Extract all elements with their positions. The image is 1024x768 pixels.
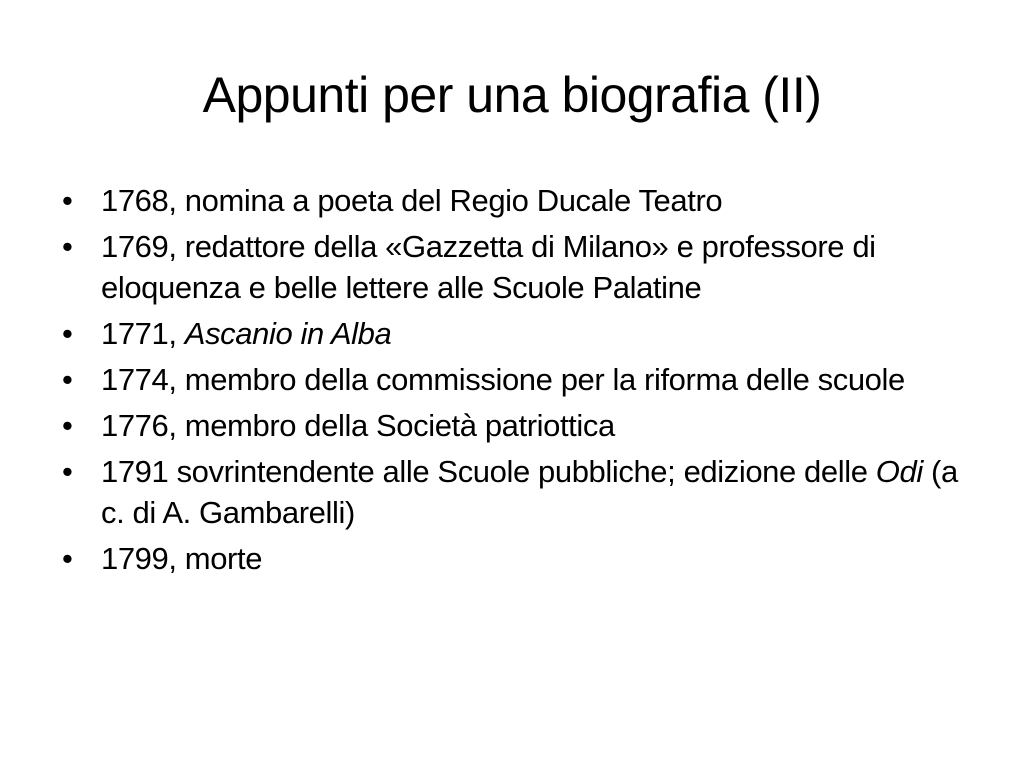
bullet-icon: •	[62, 408, 73, 443]
bullet-icon: •	[62, 316, 73, 351]
bullet-item-1776	[57, 405, 977, 446]
bullet-text-suffix: (a c. di A. Gambarelli)	[101, 454, 958, 530]
bullet-text: 1774, membro della commissione per la riforma delle scuole	[101, 362, 905, 397]
bullet-icon: •	[62, 541, 73, 576]
bullet-text: 1799, morte	[101, 541, 263, 576]
bullet-item-1799	[57, 538, 977, 579]
bullet-item-1774	[57, 359, 977, 400]
bullet-text: 1769, redattore della «Gazzetta di Milano» e professore di eloquenza e belle lettere alle Scuole Palatine	[101, 229, 876, 305]
bullet-item-1791	[57, 451, 977, 533]
bullet-text: 1768, nomina a poeta del Regio Ducale Teatro	[101, 183, 723, 218]
bullet-text-prefix: 1791 sovrintendente alle Scuole pubbliche; edizione delle	[101, 454, 876, 489]
bullet-icon: •	[62, 454, 73, 489]
bullet-icon: •	[62, 183, 73, 218]
bullet-text: 1776, membro della Società patriottica	[101, 408, 615, 443]
work-title-italic: Odi	[875, 454, 923, 489]
slide-title: Appunti per una biografia (II)	[202, 67, 822, 123]
bullet-item-1768	[57, 180, 977, 221]
work-title-italic: Ascanio in Alba	[184, 316, 392, 351]
bullet-item-1771	[57, 313, 977, 354]
bullet-icon: •	[62, 229, 73, 264]
bullet-icon: •	[62, 362, 73, 397]
bullet-item-1769	[57, 226, 977, 308]
bullet-text-prefix: 1771,	[101, 316, 185, 351]
bullet-list	[57, 180, 977, 584]
